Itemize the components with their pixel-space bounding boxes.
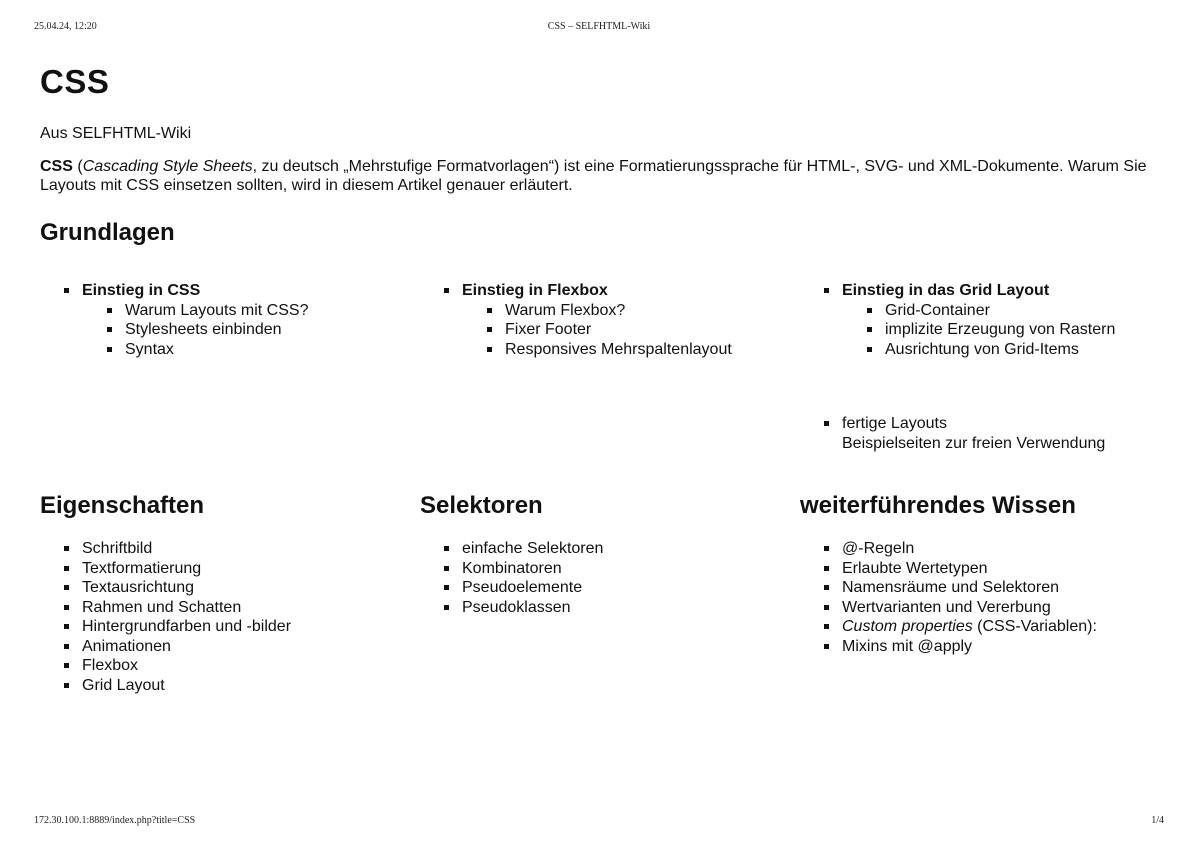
selektoren-column [420,491,800,695]
link-grid-layout[interactable]: Grid Layout [82,676,165,694]
list-item [420,578,800,598]
grundlagen-columns [40,281,1165,453]
grundlagen-column-css [40,281,420,453]
list-item [40,281,420,359]
list-item [462,301,800,321]
list-item [82,320,420,340]
list-item [82,340,420,360]
link-einstieg-flexbox[interactable]: Einstieg in Flexbox [462,282,608,299]
link-warum-layouts[interactable]: Warum Layouts mit CSS? [125,301,309,319]
list-item [842,320,1180,340]
section-heading-weiterfuehrend: weiterführendes Wissen [800,492,1076,519]
link-einstieg-css[interactable]: Einstieg in CSS [82,282,201,299]
list-item [800,637,1180,657]
weiterfuehrend-column [800,491,1180,695]
list-item [420,539,800,559]
link-wertvarianten[interactable]: Wertvarianten und Vererbung [842,598,1051,616]
list-item [40,578,420,598]
list-item [800,539,1180,559]
link-mixins-apply[interactable]: Mixins mit @apply [842,637,973,655]
link-textformatierung[interactable]: Textformatierung [82,559,202,577]
link-einfache-selektoren[interactable]: einfache Selektoren [462,540,604,557]
list-item [40,637,420,657]
section-heading-eigenschaften: Eigenschaften [40,492,205,519]
custom-properties-rest: (CSS-Variablen): [972,618,1097,635]
list-item [40,598,420,618]
intro-rest: , zu deutsch „Mehrstufige Formatvorlagen“) ist eine Formatierungssprache für HTML-, SVG- und XML-Dokumente. Warum Sie Layouts mit CSS einsetzen sollten, wird in diesem Artikel genauer erläutert. [40,158,1147,194]
print-footer [34,815,1164,829]
list-item [40,559,420,579]
section-heading-grundlagen: Grundlagen [40,219,175,246]
intro-expansion: Cascading Style Sheets [82,158,253,175]
list-item [40,676,420,696]
link-fixer-footer[interactable]: Fixer Footer [505,321,592,338]
link-textausrichtung[interactable]: Textausrichtung [82,579,195,596]
list-item [800,559,1180,579]
link-custom-properties[interactable] [842,618,1097,635]
intro-paragraph [40,157,1165,195]
article-content [40,62,1165,695]
link-syntax[interactable]: Syntax [125,340,174,358]
list-item [420,281,800,359]
link-flexbox[interactable]: Flexbox [82,657,139,674]
fertige-layouts-description: Beispielseiten zur freien Verwendung [842,434,1106,452]
link-rahmen-schatten[interactable]: Rahmen und Schatten [82,598,242,616]
list-item [462,340,800,360]
link-pseudoklassen[interactable]: Pseudoklassen [462,598,571,616]
custom-properties-italic: Custom properties [842,618,973,635]
link-at-regeln[interactable]: @-Regeln [842,540,915,557]
list-item [800,281,1180,359]
fertige-layouts-list [800,414,1180,453]
list-item [462,320,800,340]
list-item [40,656,420,676]
link-stylesheets-einbinden[interactable]: Stylesheets einbinden [125,321,282,338]
link-responsives-mehrspaltenlayout[interactable]: Responsives Mehrspaltenlayout [505,340,732,358]
list-item [40,539,420,559]
link-ausrichtung-grid-items[interactable]: Ausrichtung von Grid-Items [885,340,1079,358]
link-grid-container[interactable]: Grid-Container [885,301,990,319]
print-datetime: 25.04.24, 12:20 [34,21,97,32]
print-url: 172.30.100.1:8889/index.php?title=CSS [34,815,196,826]
page-subtitle: Aus SELFHTML-Wiki [40,125,192,142]
link-einstieg-grid[interactable]: Einstieg in das Grid Layout [842,282,1050,299]
list-item [82,301,420,321]
list-item [420,559,800,579]
link-schriftbild[interactable]: Schriftbild [82,540,153,557]
list-item [420,598,800,618]
topic-columns [40,491,1165,695]
link-hintergrundfarben[interactable]: Hintergrundfarben und -bilder [82,618,292,635]
list-item [800,617,1180,637]
print-doc-title: CSS – SELFHTML-Wiki [547,21,651,32]
intro-term: CSS [40,158,73,175]
list-item [40,617,420,637]
list-item [800,414,1180,453]
link-fertige-layouts[interactable]: fertige Layouts [842,415,947,432]
link-kombinatoren[interactable]: Kombinatoren [462,559,562,577]
link-implizite-erzeugung[interactable]: implizite Erzeugung von Rastern [885,321,1116,338]
list-item [842,340,1180,360]
grundlagen-column-grid [800,281,1180,453]
link-namensraeume[interactable]: Namensräume und Selektoren [842,579,1060,596]
page-title: CSS [40,63,110,100]
eigenschaften-column [40,491,420,695]
link-wertetypen[interactable]: Erlaubte Wertetypen [842,559,988,577]
grundlagen-column-flexbox [420,281,800,453]
link-pseudoelemente[interactable]: Pseudoelemente [462,579,583,596]
print-page-number: 1/4 [1151,815,1164,826]
intro-paren: ( [72,158,83,175]
list-item [800,578,1180,598]
print-header [34,21,1164,35]
link-warum-flexbox[interactable]: Warum Flexbox? [505,301,626,319]
list-item [800,598,1180,618]
list-item [842,301,1180,321]
section-heading-selektoren: Selektoren [420,492,543,519]
link-animationen[interactable]: Animationen [82,637,171,655]
